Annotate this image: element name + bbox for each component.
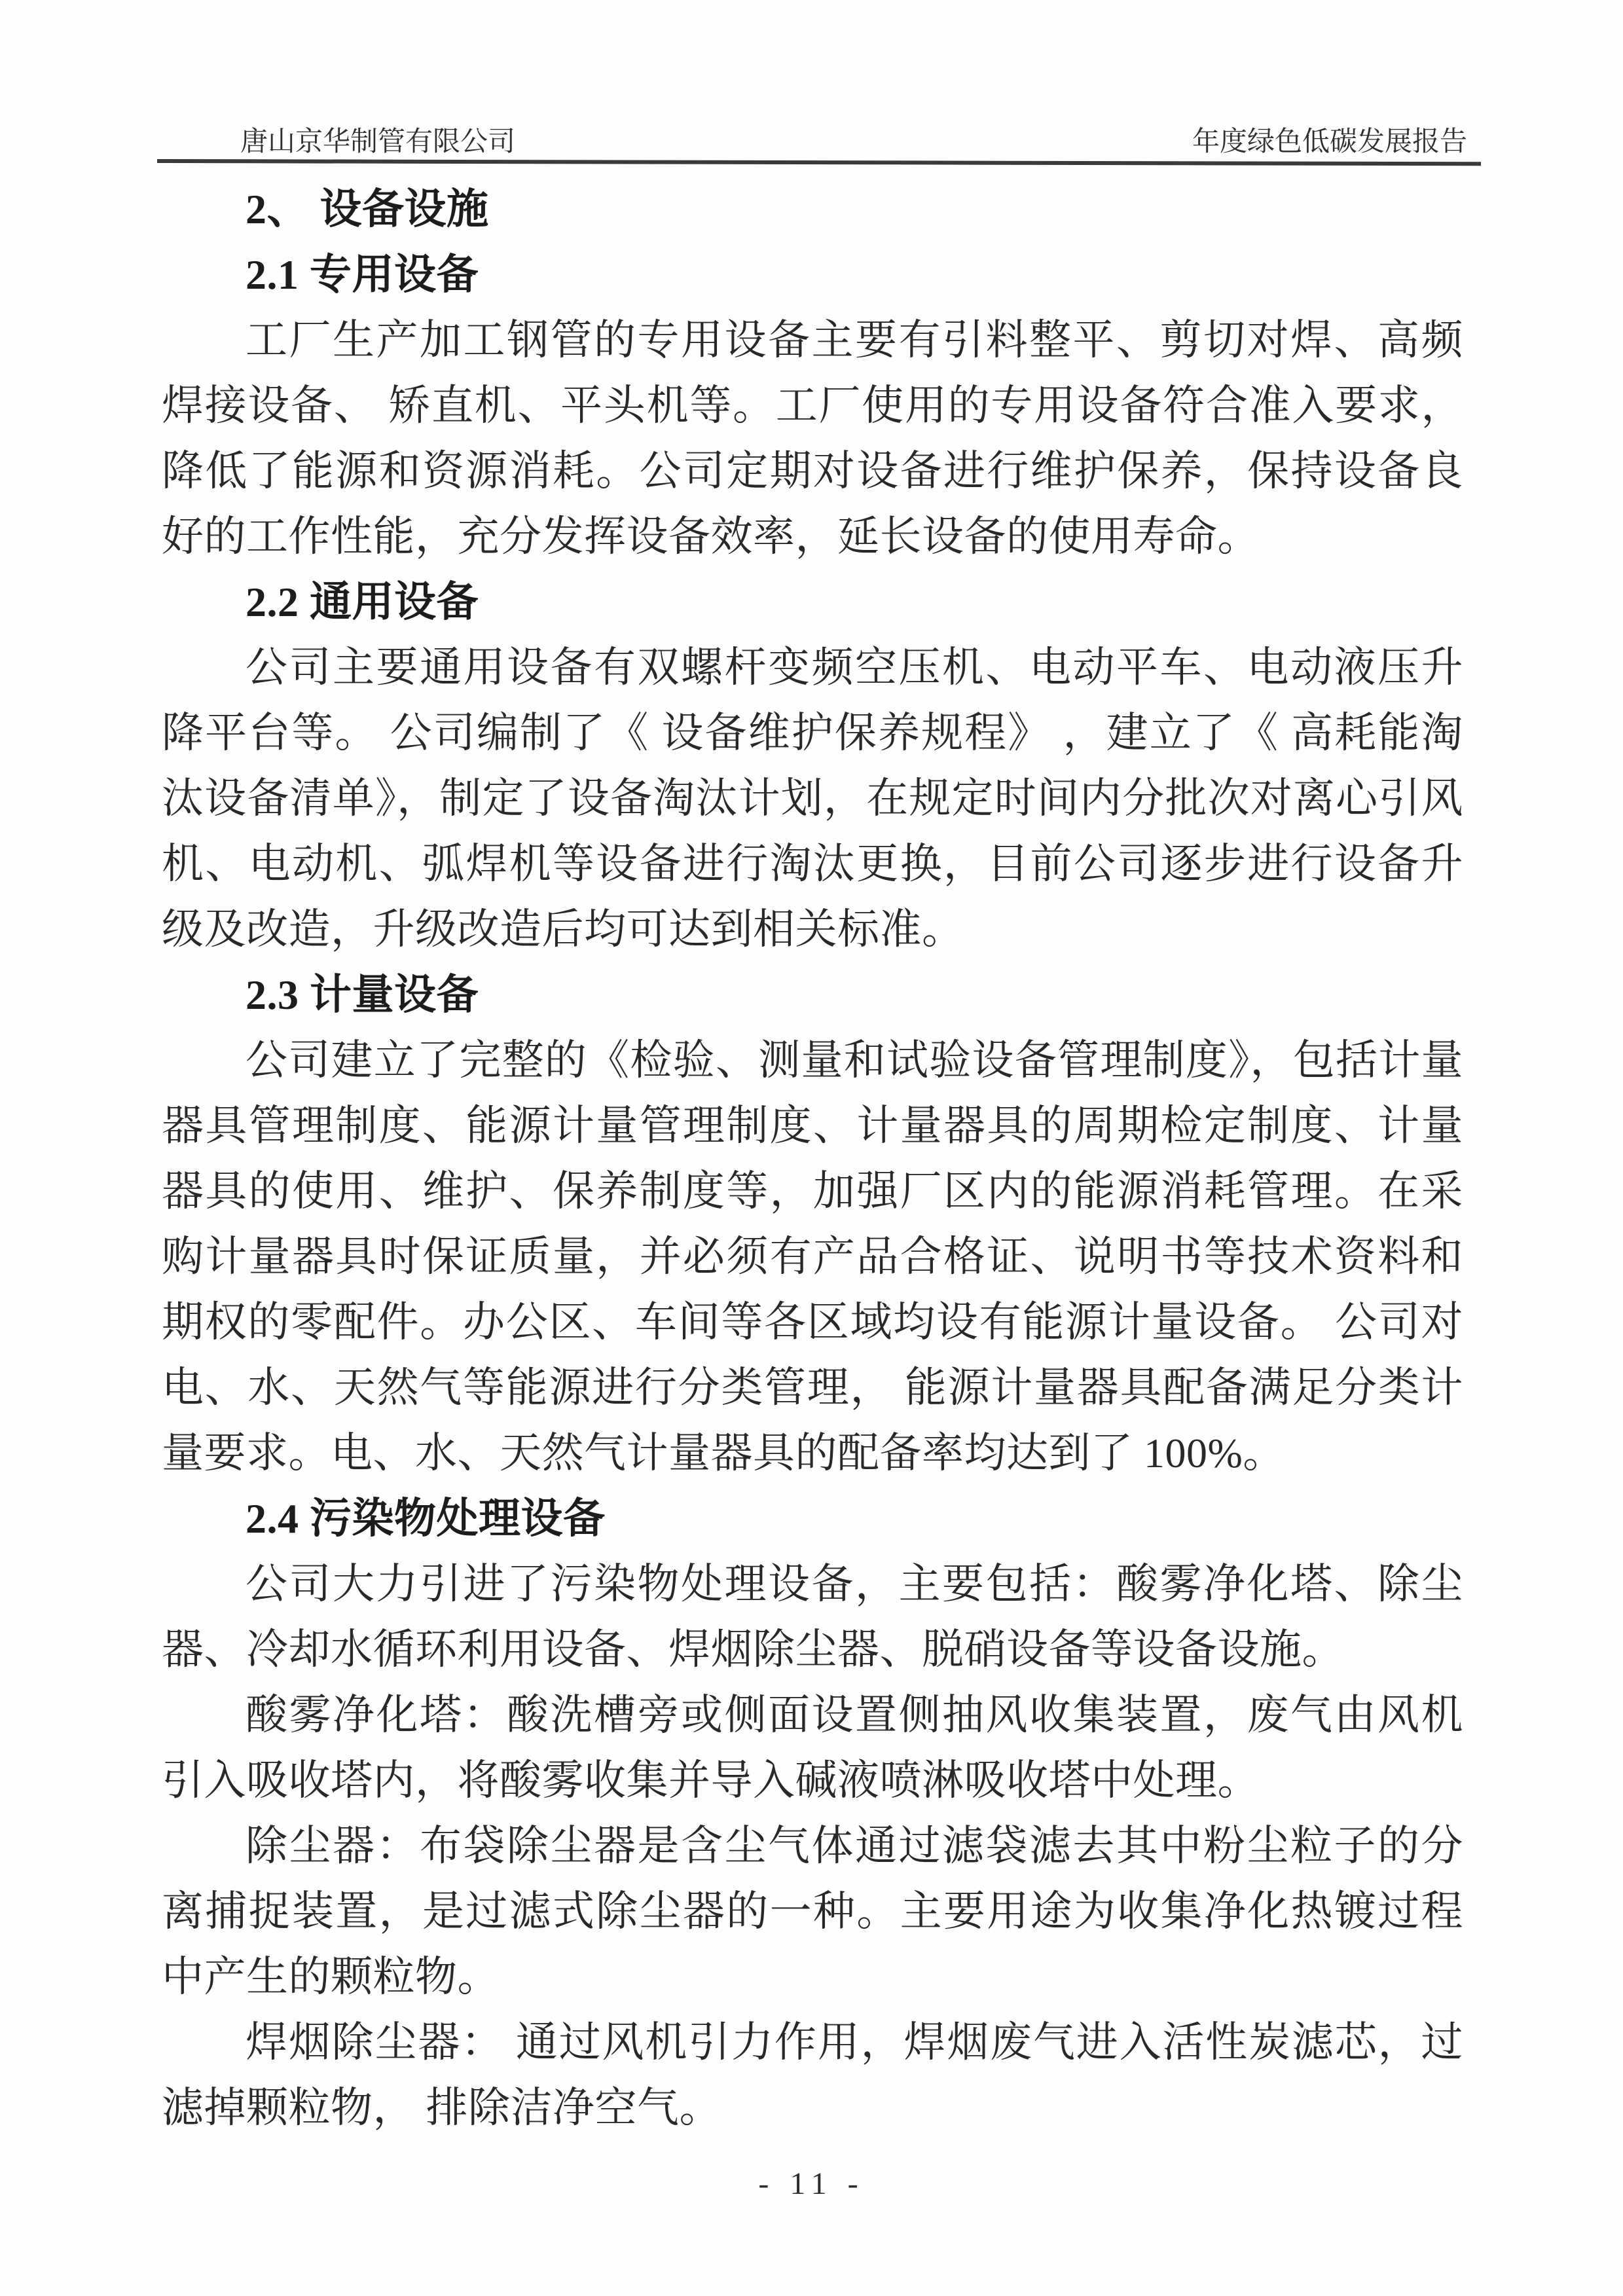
heading-2-2-general-equipment: 2.2 通用设备 bbox=[246, 579, 479, 625]
heading-2-3-metering-equipment: 2.3 计量设备 bbox=[246, 972, 479, 1018]
running-header bbox=[162, 118, 1479, 158]
page-number: - 11 - bbox=[758, 2166, 865, 2201]
heading-2-1-special-equipment: 2.1 专用设备 bbox=[246, 251, 479, 298]
heading-section-2-equipment-facilities: 2、 设备设施 bbox=[246, 186, 489, 232]
document-body bbox=[162, 177, 1463, 2141]
paragraph-acid-mist-purification-tower: 酸雾净化塔：酸洗槽旁或侧面设置侧抽风收集装置，废气由风机引入吸收塔内，将酸雾收集并导入碱液喷淋吸收塔中处理。 bbox=[162, 1692, 1463, 1804]
header-company-name: 唐山京华制管有限公司 bbox=[240, 126, 516, 157]
paragraph-dust-collector: 除尘器：布袋除尘器是含尘气体通过滤袋滤去其中粉尘粒子的分离捕捉装置，是过滤式除尘器的一种。主要用途为收集净化热镀过程中产生的颗粒物。 bbox=[162, 1823, 1463, 2000]
paragraph-2-1-special-equipment: 工厂生产加工钢管的专用设备主要有引料整平、剪切对焊、高频焊接设备、 矫直机、平头机等。工厂使用的专用设备符合准入要求，降低了能源和资源消耗。公司定期对设备进行维护保养，保持设备良好的工作性能，充分发挥设备效率，延长设备的使用寿命。 bbox=[162, 317, 1463, 560]
paragraph-2-3-metering-equipment: 公司建立了完整的《检验、测量和试验设备管理制度》，包括计量器具管理制度、能源计量管理制度、计量器具的周期检定制度、计量器具的使用、维护、保养制度等，加强厂区内的能源消耗管理。在采购计量器具时保证质量，并必须有产品合格证、说明书等技术资料和期权的零配件。办公区、车间等各区域均设有能源计量设备。 公司对电、水、天然气等能源进行分类管理， 能源计量器具配备满足分类计量要求。电、水、天然气计量器具的配备率均达到了 100%。 bbox=[162, 1037, 1463, 1476]
paragraph-2-4-intro: 公司大力引进了污染物处理设备，主要包括：酸雾净化塔、除尘器、冷却水循环利用设备、焊烟除尘器、脱硝设备等设备设施。 bbox=[162, 1561, 1463, 1673]
heading-2-4-pollutant-treatment: 2.4 污染物处理设备 bbox=[246, 1495, 606, 1542]
paragraph-2-2-general-equipment: 公司主要通用设备有双螺杆变频空压机、电动平车、电动液压升降平台等。 公司编制了《 设备维护保养规程》 ，建立了《 高耗能淘汰设备清单》，制定了设备淘汰计划，在规定时间内分批次对离心引风机、电动机、弧焊机等设备进行淘汰更换，目前公司逐步进行设备升 级及改造，升级改造后均可达到相关标准。 bbox=[162, 644, 1463, 953]
header-divider-line bbox=[157, 159, 1481, 166]
header-report-title: 年度绿色低碳发展报告 bbox=[1192, 126, 1467, 157]
paragraph-welding-fume-collector: 焊烟除尘器： 通过风机引力作用，焊烟废气进入活性炭滤芯，过滤掉颗粒物， 排除洁净空气。 bbox=[162, 2019, 1463, 2131]
